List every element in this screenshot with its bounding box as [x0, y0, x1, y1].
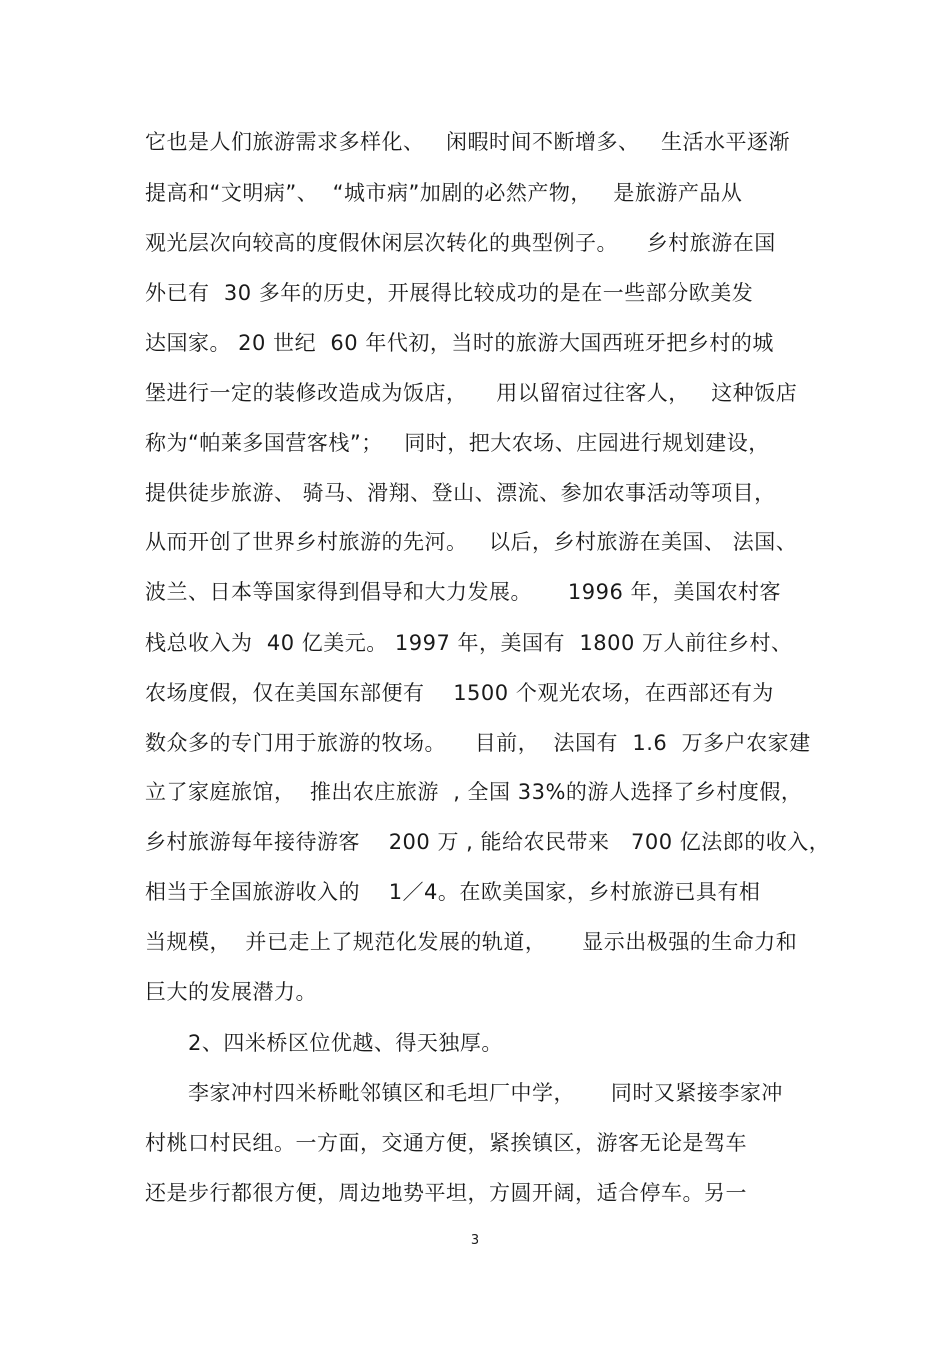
paragraph-line: 提高和“文明病”、 “城市病”加剧的必然产物， 是旅游产品从	[145, 181, 743, 205]
paragraph-line: 外已有 30 多年的历史，开展得比较成功的是在一些部分欧美发	[145, 281, 754, 305]
paragraph-line: 波兰、日本等国家得到倡导和大力发展。 1996 年，美国农村客	[145, 580, 781, 604]
paragraph-line: 相当于全国旅游收入的 1／4。在欧美国家，乡村旅游已具有相	[145, 880, 761, 904]
paragraph-line: 栈总收入为 40 亿美元。 1997 年，美国有 1800 万人前往乡村、	[145, 631, 793, 655]
paragraph-line: 称为“帕莱多国营客栈”； 同时，把大农场、庄园进行规划建设，	[145, 431, 770, 455]
paragraph-line: 巨大的发展潜力。	[145, 980, 317, 1004]
paragraph-line: 提供徒步旅游、 骑马、滑翔、登山、漂流、参加农事活动等项目，	[145, 481, 776, 505]
paragraph-line: 乡村旅游每年接待游客 200 万 , 能给农民带来 700 亿法郎的收入，	[145, 830, 831, 854]
paragraph-line: 立了家庭旅馆， 推出农庄旅游 , 全国 33%的游人选择了乡村度假，	[145, 780, 803, 804]
paragraph-line: 农场度假，仅在美国东部便有 1500 个观光农场，在西部还有为	[145, 681, 774, 705]
paragraph-line: 村桃口村民组。一方面，交通方便，紧挨镇区，游客无论是驾车	[145, 1131, 747, 1155]
paragraph-line: 当规模， 并已走上了规范化发展的轨道， 显示出极强的生命力和	[145, 930, 798, 954]
paragraph-line: 还是步行都很方便，周边地势平坦，方圆开阔，适合停车。另一	[145, 1181, 747, 1205]
paragraph-line: 李家冲村四米桥毗邻镇区和毛坦厂中学， 同时又紧接李家冲	[188, 1081, 783, 1105]
paragraph-line: 达国家。 20 世纪 60 年代初，当时的旅游大国西班牙把乡村的城	[145, 331, 774, 355]
paragraph-line: 堡进行一定的装修改造成为饭店， 用以留宿过往客人， 这种饭店	[145, 381, 798, 405]
paragraph-line: 它也是人们旅游需求多样化、 闲暇时间不断增多、 生活水平逐渐	[145, 130, 791, 154]
paragraph-line: 从而开创了世界乡村旅游的先河。 以后，乡村旅游在美国、 法国、	[145, 530, 798, 554]
section-heading: 2、四米桥区位优越、得天独厚。	[188, 1031, 503, 1055]
paragraph-line: 数众多的专门用于旅游的牧场。 目前， 法国有 1.6 万多户农家建	[145, 731, 811, 755]
page-number: 3	[470, 1233, 480, 1248]
paragraph-line: 观光层次向较高的度假休闲层次转化的典型例子。 乡村旅游在国	[145, 231, 776, 255]
